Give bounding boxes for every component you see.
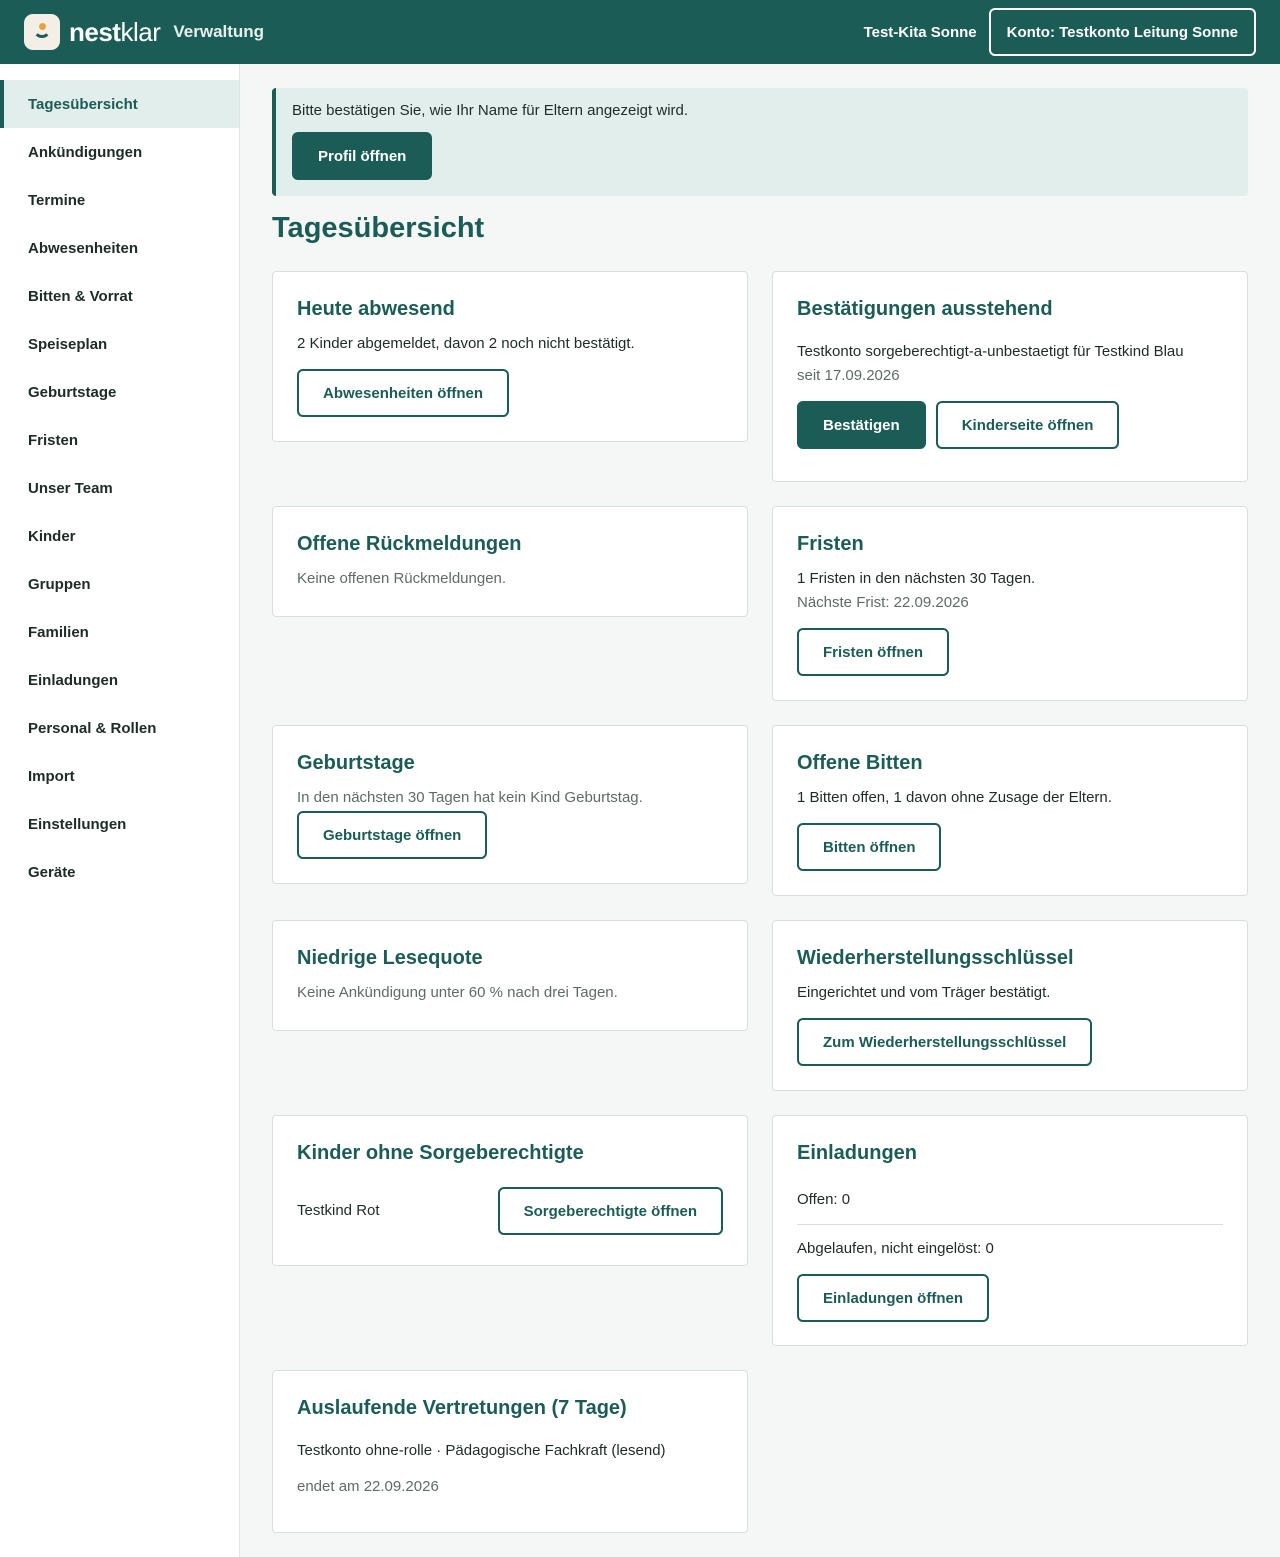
sidebar-item-speiseplan[interactable]: Speiseplan (28, 335, 108, 353)
card-title: Geburtstage (297, 752, 415, 774)
card-text: In den nächsten 30 Tagen hat kein Kind Geburtstag. (297, 789, 643, 806)
sidebar-item-geburtstage[interactable]: Geburtstage (28, 383, 117, 401)
substitution-end-date: endet am 22.09.2026 (297, 1478, 439, 1495)
sidebar-item-kinder[interactable]: Kinder (28, 527, 76, 545)
open-requests-button[interactable]: Bitten öffnen (797, 823, 941, 871)
card-title: Einladungen (797, 1142, 917, 1164)
page-title: Tagesübersicht (272, 212, 485, 244)
card-pending-confirmations (772, 271, 1248, 482)
main-content (272, 88, 1248, 1495)
card-text: 1 Fristen in den nächsten 30 Tagen. (797, 570, 1036, 587)
brand-logo[interactable]: nestklar (69, 16, 161, 47)
open-birthdays-button[interactable]: Geburtstage öffnen (297, 811, 487, 859)
card-text: Keine Ankündigung unter 60 % nach drei Tagen. (297, 984, 618, 1001)
sidebar-item-tagesuebersicht[interactable]: Tagesübersicht (0, 80, 239, 128)
sidebar-item-fristen[interactable]: Fristen (28, 431, 79, 449)
invitations-open: Offen: 0 (797, 1191, 851, 1208)
card-title: Offene Rückmeldungen (297, 533, 522, 555)
substitution-entry: Testkonto ohne-rolle · Pädagogische Fachkraft (lesend) (297, 1442, 666, 1459)
sidebar (0, 64, 240, 1557)
next-deadline: Nächste Frist: 22.09.2026 (797, 594, 969, 611)
sidebar-item-unser-team[interactable]: Unser Team (28, 479, 113, 497)
account-button[interactable]: Konto: Testkonto Leitung Sonne (989, 8, 1256, 56)
card-title: Offene Bitten (797, 752, 923, 774)
sidebar-item-ankuendigungen[interactable]: Ankündigungen (28, 143, 143, 161)
divider (797, 1224, 1223, 1225)
card-recovery-key (772, 920, 1248, 1091)
sidebar-item-import[interactable]: Import (28, 767, 75, 785)
card-title: Niedrige Lesequote (297, 947, 483, 969)
card-text: Keine offenen Rückmeldungen. (297, 570, 507, 587)
sidebar-item-familien[interactable]: Familien (28, 623, 89, 641)
confirm-button[interactable]: Bestätigen (797, 401, 926, 449)
kita-name: Test-Kita Sonne (863, 23, 977, 41)
open-absences-button[interactable]: Abwesenheiten öffnen (297, 369, 509, 417)
card-invitations (772, 1115, 1248, 1346)
card-deadlines (772, 506, 1248, 701)
sidebar-item-geraete[interactable]: Geräte (28, 863, 76, 881)
child-name: Testkind Rot (297, 1202, 380, 1219)
sidebar-item-abwesenheiten[interactable]: Abwesenheiten (28, 239, 139, 257)
card-title: Wiederherstellungsschlüssel (797, 947, 1074, 969)
open-deadlines-button[interactable]: Fristen öffnen (797, 628, 949, 676)
card-text: 1 Bitten offen, 1 davon ohne Zusage der Eltern. (797, 789, 1112, 806)
card-open-requests (772, 725, 1248, 896)
card-open-feedback (272, 506, 748, 617)
sidebar-item-termine[interactable]: Termine (28, 191, 86, 209)
confirmation-since: seit 17.09.2026 (797, 367, 900, 384)
logo-icon[interactable] (24, 14, 60, 50)
card-title: Kinder ohne Sorgeberechtigte (297, 1142, 584, 1164)
notice-text: Bitte bestätigen Sie, wie Ihr Name für Eltern angezeigt wird. (292, 102, 689, 119)
card-text: 2 Kinder abgemeldet, davon 2 noch nicht bestätigt. (297, 335, 635, 352)
sidebar-item-personal-rollen[interactable]: Personal & Rollen (28, 719, 157, 737)
open-guardians-button[interactable]: Sorgeberechtigte öffnen (498, 1187, 723, 1235)
card-absent-today (272, 271, 748, 442)
sidebar-item-einladungen[interactable]: Einladungen (28, 671, 118, 689)
card-title: Bestätigungen ausstehend (797, 298, 1053, 320)
area-label: Verwaltung (173, 22, 265, 41)
top-bar (0, 0, 1280, 64)
open-child-page-button[interactable]: Kinderseite öffnen (936, 401, 1120, 449)
card-expiring-substitutions (272, 1370, 748, 1533)
card-title: Heute abwesend (297, 298, 455, 320)
card-title: Fristen (797, 533, 864, 555)
open-profile-button[interactable]: Profil öffnen (292, 132, 432, 180)
sidebar-item-bitten-vorrat[interactable]: Bitten & Vorrat (28, 287, 133, 305)
card-birthdays (272, 725, 748, 884)
card-text: Testkonto sorgeberechtigt-a-unbestaetigt für Testkind Blau (797, 343, 1184, 360)
sidebar-item-einstellungen[interactable]: Einstellungen (28, 815, 127, 833)
card-title: Auslaufende Vertretungen (7 Tage) (297, 1397, 627, 1419)
invitations-expired: Abgelaufen, nicht eingelöst: 0 (797, 1240, 994, 1257)
sidebar-item-gruppen[interactable]: Gruppen (28, 575, 91, 593)
card-low-read-rate (272, 920, 748, 1031)
card-text: Eingerichtet und vom Träger bestätigt. (797, 984, 1051, 1001)
card-children-without-guardians (272, 1115, 748, 1266)
open-recovery-key-button[interactable]: Zum Wiederherstellungsschlüssel (797, 1018, 1092, 1066)
profile-notice (272, 88, 1248, 196)
open-invitations-button[interactable]: Einladungen öffnen (797, 1274, 989, 1322)
